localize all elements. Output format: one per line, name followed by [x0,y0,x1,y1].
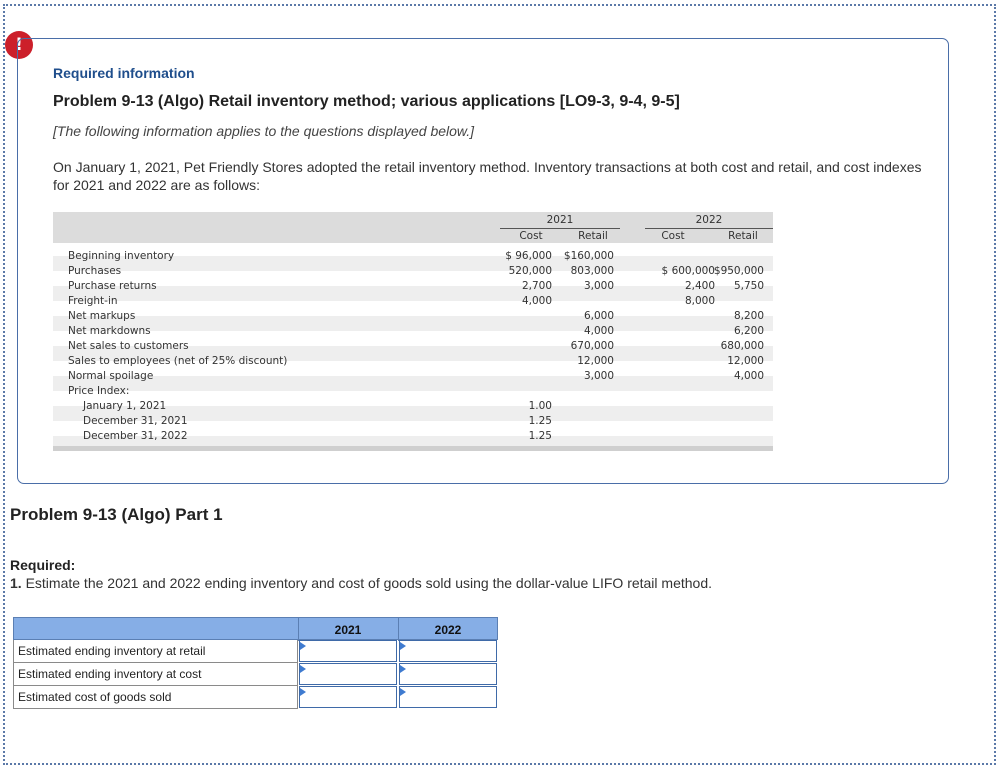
table-row [53,324,773,339]
row-value: 1.25 [528,430,552,442]
input-marker-icon [300,642,306,650]
row-label: Freight-in [68,295,118,307]
row-value: 520,000 [508,265,552,277]
input-marker-icon [400,642,406,650]
row-value: $ 600,000 [661,265,715,277]
row-value: 4,000 [521,295,552,307]
column-header-retail-2021: Retail [578,230,608,242]
row-value: 12,000 [577,355,614,367]
row-value: 6,200 [733,325,764,337]
row-value: 4,000 [733,370,764,382]
row-label: Purchase returns [68,280,157,292]
required-information-heading: Required information [53,65,195,81]
row-label: Sales to employees (net of 25% discount) [68,355,288,367]
row-label: December 31, 2021 [83,415,188,427]
table-row [53,384,773,399]
table-row [53,339,773,354]
row-value: 4,000 [583,325,614,337]
answer-input-2021[interactable] [299,640,397,662]
answer-input-2022[interactable] [399,640,497,662]
year-underline-2022 [645,228,773,229]
row-value: 3,000 [583,280,614,292]
row-value: 8,000 [684,295,715,307]
row-value: 6,000 [583,310,614,322]
answer-row-label: Estimated ending inventory at retail [13,640,298,663]
applies-note: [The following information applies to the questions displayed below.] [53,123,475,139]
alert-icon: ! [5,31,33,59]
table-row [53,279,773,294]
answer-row [13,686,498,709]
instruction-number: 1. [10,575,22,591]
intro-paragraph: On January 1, 2021, Pet Friendly Stores adopted the retail inventory method. Inventory transactions at both cost and retail, and cost indexes for 2021 and 2022 are as follows: [53,159,922,193]
answer-table [13,617,498,710]
row-value: 1.00 [528,400,552,412]
answer-row-label: Estimated ending inventory at cost [13,663,298,686]
table-row [53,399,773,414]
input-marker-icon [400,688,406,696]
instruction-text [10,575,712,591]
answer-row [13,640,498,663]
table-bottom-bar [53,446,773,451]
column-header-cost-2021: Cost [519,230,543,242]
answer-input-2022[interactable] [399,686,497,708]
row-value: 680,000 [720,340,764,352]
row-label: Beginning inventory [68,250,175,262]
answer-input-2022[interactable] [399,663,497,685]
row-value: 2,700 [521,280,552,292]
table-row [53,429,773,444]
problem-title: Problem 9-13 (Algo) Retail inventory method; various applications [LO9-3, 9-4, 9-5] [53,93,680,110]
table-row [53,264,773,279]
row-value: 5,750 [733,280,764,292]
row-label: Net markdowns [68,325,151,337]
answer-column-2022: 2022 [434,623,462,637]
part-title: Problem 9-13 (Algo) Part 1 [10,505,223,524]
row-value: $160,000 [563,250,614,262]
input-marker-icon [400,665,406,673]
row-label: Price Index: [68,385,130,397]
row-value: 8,200 [733,310,764,322]
row-value: 670,000 [570,340,614,352]
input-marker-icon [300,665,306,673]
row-label: Normal spoilage [68,370,154,382]
table-row [53,354,773,369]
row-value: 3,000 [583,370,614,382]
answer-header-row [13,617,498,640]
row-label: January 1, 2021 [83,400,167,412]
row-value: $950,000 [713,265,764,277]
input-marker-icon [300,688,306,696]
answer-input-2021[interactable] [299,686,397,708]
row-value: 803,000 [570,265,614,277]
table-row [53,249,773,264]
year-underline-2021 [500,228,620,229]
column-header-cost-2022: Cost [661,230,685,242]
table-row [53,414,773,429]
table-row [53,309,773,324]
table-row [53,294,773,309]
inventory-data-table [53,212,773,452]
table-row [53,369,773,384]
answer-row [13,663,498,686]
required-label: Required: [10,557,76,573]
answer-column-2021: 2021 [334,623,362,637]
row-label: Purchases [68,265,122,277]
column-header-retail-2022: Retail [728,230,758,242]
row-value: 2,400 [684,280,715,292]
row-label: December 31, 2022 [83,430,188,442]
year-header-2021: 2021 [546,214,574,226]
year-header-2022: 2022 [695,214,723,226]
row-label: Net markups [68,310,136,322]
row-value: 12,000 [727,355,764,367]
answer-row-label: Estimated cost of goods sold [13,686,298,709]
row-label: Net sales to customers [68,340,189,352]
answer-input-2021[interactable] [299,663,397,685]
row-value: $ 96,000 [505,250,552,262]
row-value: 1.25 [528,415,552,427]
instruction-body: Estimate the 2021 and 2022 ending inventory and cost of goods sold using the dollar-value LIFO retail method. [21,575,713,591]
